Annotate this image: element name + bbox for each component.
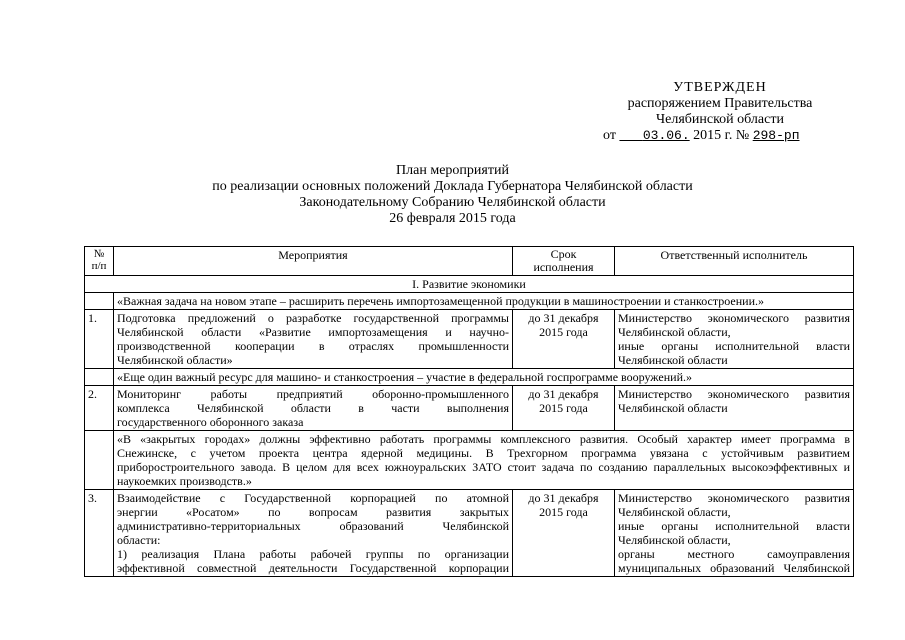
row-executor (615, 310, 854, 369)
date-value: 03.06. (642, 128, 690, 143)
approval-number: 298-рп (752, 128, 800, 143)
executor-line: Челябинской области, (618, 505, 731, 519)
row-deadline (513, 310, 615, 369)
quote-2: «Еще один важный ресурс для машино- и станкостроения – участие в федеральной госпрограмме вооружений.» (114, 369, 854, 386)
quote-row (85, 369, 854, 386)
activity-line: эффективной совместной деятельности Государственной корпорации (117, 561, 509, 575)
deadline-line: 2015 года (539, 505, 588, 519)
quote-spacer (85, 369, 114, 386)
row-activity (114, 386, 513, 431)
quote-1: «Важная задача на новом этапе – расширить перечень импортозамещенной продукции в машиностроении и станкостроении.» (114, 293, 854, 310)
deadline-line: 2015 года (539, 401, 588, 415)
quote-line: Снежинске, с учетом проекта центра ядерной медицины. В Трехгорном программа увязана с устойчивым развитием (117, 446, 850, 460)
quote-row (85, 293, 854, 310)
section-row (85, 276, 854, 293)
quote-spacer (85, 431, 114, 490)
approval-date (619, 128, 689, 143)
executor-line: Министерство экономического развития (618, 387, 850, 401)
heading-line2: по реализации основных положений Доклада Губернатора Челябинской области (212, 179, 693, 194)
executor-line: органы местного самоуправления (618, 547, 850, 561)
deadline-line: до 31 декабря (528, 387, 599, 401)
quote-row (85, 431, 854, 490)
row-executor (615, 490, 854, 577)
row-executor (615, 386, 854, 431)
row-activity (114, 310, 513, 369)
table-header-row (85, 247, 854, 276)
executor-line: иные органы исполнительной власти (618, 519, 850, 533)
table-row (85, 490, 854, 577)
document-heading (150, 163, 755, 227)
header-executor: Ответственный исполнитель (615, 247, 854, 276)
row-deadline (513, 490, 615, 577)
activity-line: комплекса Челябинской области в части выполнения (117, 401, 509, 415)
header-activities: Мероприятия (114, 247, 513, 276)
activity-line: административно-территориальных образований Челябинской (117, 519, 509, 533)
executor-line: муниципальных образований Челябинской (618, 561, 850, 575)
header-deadline (513, 247, 615, 276)
executor-line: Челябинской области, (618, 325, 731, 339)
activity-line: Взаимодействие с Государственной корпорацией по атомной (117, 491, 509, 505)
executor-line: Министерство экономического развития (618, 311, 850, 325)
header-num-line2: п/п (91, 260, 107, 272)
activity-line: Подготовка предложений о разработке государственной программы (117, 311, 509, 325)
approval-date-line (600, 128, 840, 144)
approval-line3: Челябинской области (656, 112, 784, 127)
activity-line: производственной кооперации в отраслях промышленности (117, 339, 509, 353)
activity-line: энергии «Росатом» по вопросам развития закрытых (117, 505, 509, 519)
plan-table (84, 246, 854, 577)
deadline-line: до 31 декабря (528, 311, 599, 325)
from-label: от (603, 128, 616, 143)
heading-line1: План мероприятий (396, 163, 509, 178)
row-num: 3. (85, 490, 114, 577)
section-title: I. Развитие экономики (85, 276, 854, 293)
row-activity (114, 490, 513, 577)
row-num: 1. (85, 310, 114, 369)
approval-line2: распоряжением Правительства (627, 96, 813, 111)
header-deadline-line2: исполнения (533, 260, 594, 274)
row-deadline (513, 386, 615, 431)
table-row (85, 310, 854, 369)
approval-year: 2015 г. (693, 128, 733, 143)
quote-spacer (85, 293, 114, 310)
quote-line: наукоемких производств.» (117, 474, 252, 488)
heading-line3: Законодательному Собранию Челябинской области (299, 195, 606, 210)
deadline-line: 2015 года (539, 325, 588, 339)
executor-line: Челябинской области (618, 353, 728, 367)
approval-block (600, 80, 840, 144)
number-label: № (735, 128, 750, 143)
quote-line: приборостроительного завода. В целом для всех южноуральских ЗАТО стоит задача по созданию параллельных высокоэффективных и (117, 460, 850, 474)
header-deadline-line1: Срок (550, 247, 577, 261)
activity-line: 1) реализация Плана работы рабочей группы по организации (117, 547, 509, 561)
row-num: 2. (85, 386, 114, 431)
executor-line: Челябинской области, (618, 533, 731, 547)
deadline-line: до 31 декабря (528, 491, 599, 505)
executor-line: Челябинской области (618, 401, 728, 415)
activity-line: Челябинской области» (117, 353, 233, 367)
table-row (85, 386, 854, 431)
quote-line: «В «закрытых городах» должны эффективно работать программы комплексного развития. Особый характер имеет программа в (117, 432, 850, 446)
activity-line: области: (117, 533, 161, 547)
activity-line: Мониторинг работы предприятий оборонно-промышленного (117, 387, 509, 401)
header-num-line1: № (93, 248, 105, 260)
quote-3 (114, 431, 854, 490)
executor-line: Министерство экономического развития (618, 491, 850, 505)
activity-line: государственного оборонного заказа (117, 415, 304, 429)
heading-line4: 26 февраля 2015 года (389, 211, 516, 226)
executor-line: иные органы исполнительной власти (618, 339, 850, 353)
activity-line: Челябинской области «Развитие импортозамещения и научно- (117, 325, 509, 339)
approval-title: УТВЕРЖДЕН (673, 80, 767, 95)
header-num (85, 247, 114, 276)
